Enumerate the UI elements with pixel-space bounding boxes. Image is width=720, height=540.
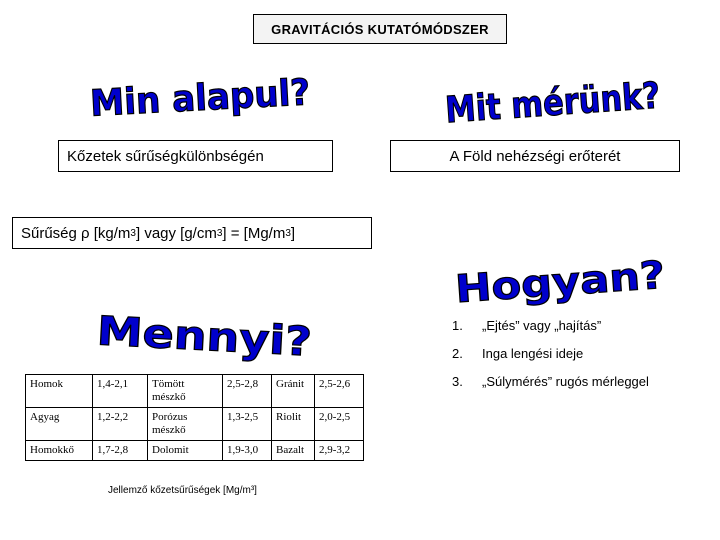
method-number: 1.	[452, 318, 463, 333]
wordart-text: Min alapul?	[89, 71, 323, 125]
table-cell: 2,5-2,8	[223, 375, 272, 408]
density-mid: ] vagy [g/cm	[135, 224, 217, 242]
table-cell: Agyag	[26, 408, 93, 441]
table-row	[26, 408, 364, 441]
density-suffix: ]	[290, 224, 296, 242]
methods-list	[452, 318, 712, 402]
table-cell: Bazalt	[272, 441, 315, 461]
wordart-hogyan	[450, 254, 670, 312]
method-number: 3.	[452, 374, 463, 389]
table-cell: 1,4-2,1	[93, 375, 148, 408]
method-item	[452, 346, 712, 374]
table-cell: 2,5-2,6	[315, 375, 364, 408]
method-item	[452, 318, 712, 346]
table-cell: 1,3-2,5	[223, 408, 272, 441]
wordart-mennyi	[92, 308, 317, 365]
density-exp: 3	[285, 227, 291, 239]
table-cell: 2,0-2,5	[315, 408, 364, 441]
wordart-min-alapul	[85, 70, 323, 125]
table-cell: 1,9-3,0	[223, 441, 272, 461]
table-cell: Porózus mészkő	[148, 408, 223, 441]
method-item	[452, 374, 712, 402]
table-cell: Tömött mészkő	[148, 375, 223, 408]
density-mid: ] = [Mg/m	[222, 224, 286, 242]
density-prefix: Sűrűség ρ [kg/m	[21, 224, 131, 242]
density-exp: 3	[130, 227, 136, 239]
table-cell: Homokkő	[26, 441, 93, 461]
table-row	[26, 441, 364, 461]
table-cell: Riolit	[272, 408, 315, 441]
method-text: „Ejtés” vagy „hajítás”	[482, 318, 602, 333]
wordart-text: Hogyan?	[453, 254, 642, 312]
table-cell: Dolomit	[148, 441, 223, 461]
wordart-text: Mennyi?	[95, 308, 285, 365]
table-cell: 2,9-3,2	[315, 441, 364, 461]
rock-density-table	[25, 374, 364, 461]
method-text: Inga lengési ideje	[482, 346, 584, 361]
table-cell: Gránit	[272, 375, 315, 408]
table-caption: Jellemző kőzetsűrűségek [Mg/m³]	[108, 485, 257, 496]
method-text: „Súlymérés” rugós mérleggel	[482, 374, 649, 389]
table-cell: 1,2-2,2	[93, 408, 148, 441]
density-exp: 3	[216, 227, 223, 239]
table-cell: 1,7-2,8	[93, 441, 148, 461]
answer-left-box: Kőzetek sűrűségkülönbségén	[58, 140, 333, 172]
method-number: 2.	[452, 346, 463, 361]
table-row	[26, 375, 364, 408]
page-title: GRAVITÁCIÓS KUTATÓMÓDSZER	[253, 14, 507, 44]
answer-right-box: A Föld nehézségi erőterét	[390, 140, 680, 172]
wordart-text: Mit mérünk?	[444, 72, 700, 132]
wordart-mit-merunk	[440, 72, 700, 132]
table-cell: Homok	[26, 375, 93, 408]
density-box	[12, 217, 372, 249]
